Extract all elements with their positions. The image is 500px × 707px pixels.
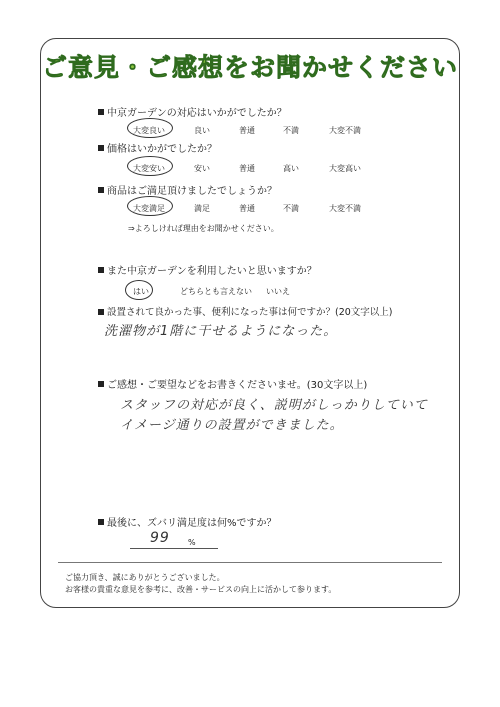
question-5-label: 設置されて良かった事、便利になった事は何ですか？(20文字以上)	[107, 307, 393, 318]
q3-option-4: 不満	[283, 204, 299, 213]
question-7	[98, 514, 277, 529]
question-4	[98, 262, 317, 277]
question-1	[98, 104, 287, 119]
q7-percent-unit: %	[188, 538, 196, 547]
square-bullet-icon	[98, 519, 104, 525]
square-bullet-icon	[98, 145, 104, 151]
q2-option-5: 大変高い	[329, 164, 361, 173]
question-1-label: 中京ガーデンの対応はいかがでしたか？	[107, 108, 287, 119]
q3-option-1: 大変満足	[133, 204, 165, 213]
question-2	[98, 140, 217, 155]
question-3	[98, 182, 277, 197]
question-5	[98, 304, 393, 318]
q1-option-3: 普通	[239, 126, 255, 135]
q1-option-2: 良い	[194, 126, 210, 135]
q3-reason-note: ⇒よろしければ理由をお聞かせください。	[128, 224, 279, 233]
q1-option-4: 不満	[283, 126, 299, 135]
square-bullet-icon	[98, 381, 104, 387]
q4-option-1: はい	[133, 287, 149, 296]
question-2-label: 価格はいかがでしたか？	[107, 144, 217, 155]
q1-selected-circle	[127, 118, 173, 138]
square-bullet-icon	[98, 187, 104, 193]
q3-option-5: 大変不満	[329, 204, 361, 213]
q4-selected-circle	[125, 280, 153, 300]
q7-handwritten-answer: 99	[150, 530, 170, 546]
question-3-label: 商品はご満足頂けましたでしょうか？	[107, 186, 277, 197]
footer-divider	[58, 562, 442, 563]
q4-option-2: どちらとも言えない	[180, 287, 252, 296]
q5-handwritten-answer: 洗濯物が1階に干せるようになった。	[104, 324, 338, 339]
q2-option-2: 安い	[194, 164, 210, 173]
q3-option-3: 普通	[239, 204, 255, 213]
question-4-label: また中京ガーデンを利用したいと思いますか？	[107, 266, 317, 277]
q3-selected-circle	[127, 196, 173, 216]
q1-option-5: 大変不満	[329, 126, 361, 135]
form-title: ご意見・ご感想をお聞かせください	[41, 53, 458, 82]
q7-answer-underline	[130, 548, 218, 549]
q2-option-3: 普通	[239, 164, 255, 173]
q2-option-4: 高い	[283, 164, 299, 173]
question-6	[98, 376, 367, 391]
q6-handwritten-answer-line-1: スタッフの対応が良く、説明がしっかりしていて	[120, 398, 428, 413]
square-bullet-icon	[98, 309, 104, 315]
footer-message: お客様の貴重な意見を参考に、改善・サービスの向上に活かして参ります。	[65, 585, 337, 594]
q2-selected-circle	[127, 156, 173, 176]
square-bullet-icon	[98, 267, 104, 273]
q4-option-3: いいえ	[266, 287, 290, 296]
q3-option-2: 満足	[194, 204, 210, 213]
question-6-label: ご感想・ご要望などをお書きくださいませ。(30文字以上)	[107, 380, 368, 391]
q6-handwritten-answer-line-2: イメージ通りの設置ができました。	[120, 418, 344, 433]
square-bullet-icon	[98, 109, 104, 115]
question-7-label: 最後に、ズバリ満足度は何%ですか？	[107, 518, 277, 529]
q2-option-1: 大変安い	[133, 164, 165, 173]
footer-thanks: ご協力頂き、誠にありがとうございました。	[65, 573, 225, 582]
q1-option-1: 大変良い	[133, 126, 165, 135]
